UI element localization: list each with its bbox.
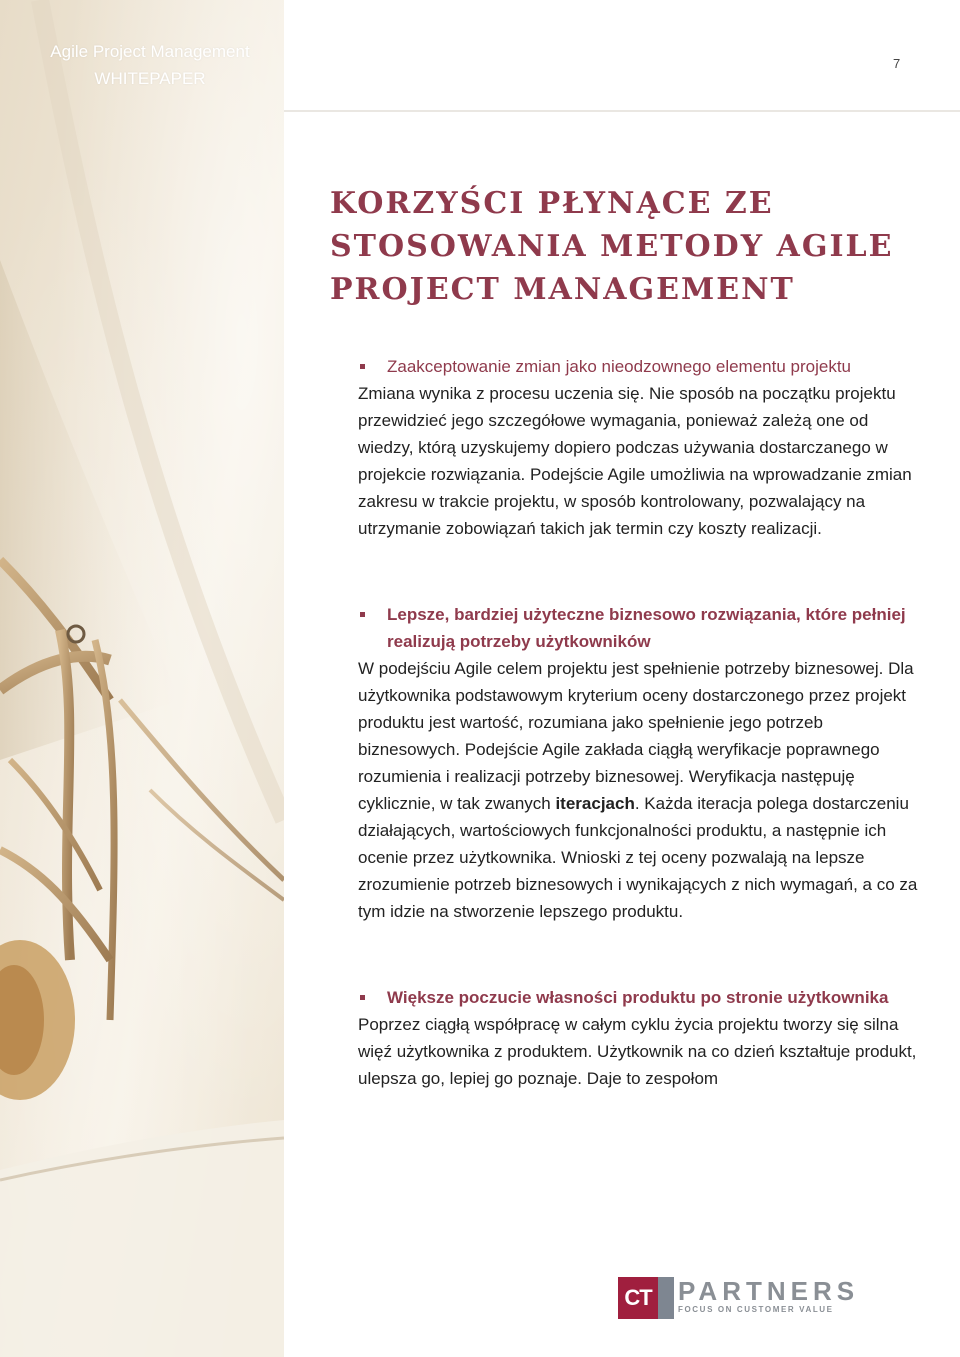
page-number: 7 bbox=[893, 56, 901, 71]
bullet-heading bbox=[358, 984, 918, 1011]
page-title-line3: PROJECT MANAGEMENT bbox=[330, 272, 795, 307]
bullet-heading-text: Lepsze, bardziej użyteczne biznesowo rozwiązania, które pełniej realizują potrzeby użytkowników bbox=[387, 605, 906, 651]
bullet-heading-text: Zaakceptowanie zmian jako nieodzownego elementu projektu bbox=[387, 357, 852, 376]
bullet-heading bbox=[358, 353, 918, 380]
ct-partners-logo bbox=[618, 1277, 858, 1321]
section-paragraph bbox=[358, 655, 918, 925]
sidebar-title-line2: WHITEPAPER bbox=[94, 69, 206, 88]
paragraph-emphasis: iteracjach bbox=[555, 794, 635, 813]
square-bullet-icon bbox=[360, 612, 365, 617]
logo-tagline: FOCUS ON CUSTOMER VALUE bbox=[678, 1305, 834, 1314]
sidebar-title-line1: Agile Project Management bbox=[50, 42, 250, 61]
header-divider bbox=[284, 110, 960, 112]
logo-mark-gray bbox=[658, 1277, 674, 1319]
sail-rope-image bbox=[0, 0, 284, 1357]
main-content bbox=[358, 353, 918, 1092]
paragraph-text: . Każda iteracja polega dostarczeniu działających, wartościowych funkcjonalności produktu, a następnie ich ocenie przez użytkownika. Wnioski z tej oceny pozwalają na lepsze zrozumienie potrzeb biznesowych i wynikających z nich wymagań, a co za tym idzie na stworzenie lepszego produktu. bbox=[358, 794, 918, 921]
logo-name: PARTNERS bbox=[678, 1276, 860, 1306]
square-bullet-icon bbox=[360, 364, 365, 369]
page-title-line1: KORZYŚCI PŁYNĄCE ZE bbox=[330, 186, 774, 221]
sidebar-title bbox=[0, 38, 284, 92]
bullet-heading bbox=[358, 601, 918, 655]
section-paragraph: Poprzez ciągłą współpracę w całym cyklu życia projektu tworzy się silna więź użytkownika z produktem. Użytkownik na co dzień kształtuje produkt, ulepsza go, lepiej go poznaje. Daje to zespołom bbox=[358, 1015, 917, 1088]
page-title-line2: STOSOWANIA METODY AGILE bbox=[330, 229, 894, 264]
section-paragraph: Zmiana wynika z procesu uczenia się. Nie sposób na początku projektu przewidzieć jego szczegółowe wymagania, ponieważ zależą one od wiedzy, którą uzyskujemy dopiero podczas używania dostarczanego w projekcie rozwiązania. Podejście Agile umożliwia na wprowadzanie zmian zakresu w trakcie projektu, w sposób kontrolowany, pozwalający na utrzymanie zobowiązań takich jak termin czy koszty realizacji. bbox=[358, 384, 912, 538]
page-title bbox=[330, 182, 893, 311]
paragraph-text: W podejściu Agile celem projektu jest spełnienie potrzeby biznesowej. Dla użytkownika podstawowym kryterium oceny dostarczonego przez projekt produktu jest wartość, rozumiana jako spełnienie jego potrzeb biznesowych. Podejście Agile zakłada ciągłą weryfikacje poprawnego rozumienia i realizacji potrzeby biznesowej. Weryfikacja następuję cyklicznie, w tak zwanych bbox=[358, 659, 914, 813]
square-bullet-icon bbox=[360, 995, 365, 1000]
logo-mark: CT bbox=[618, 1277, 658, 1319]
sidebar-photo bbox=[0, 0, 284, 1357]
bullet-heading-text: Większe poczucie własności produktu po stronie użytkownika bbox=[387, 988, 889, 1007]
